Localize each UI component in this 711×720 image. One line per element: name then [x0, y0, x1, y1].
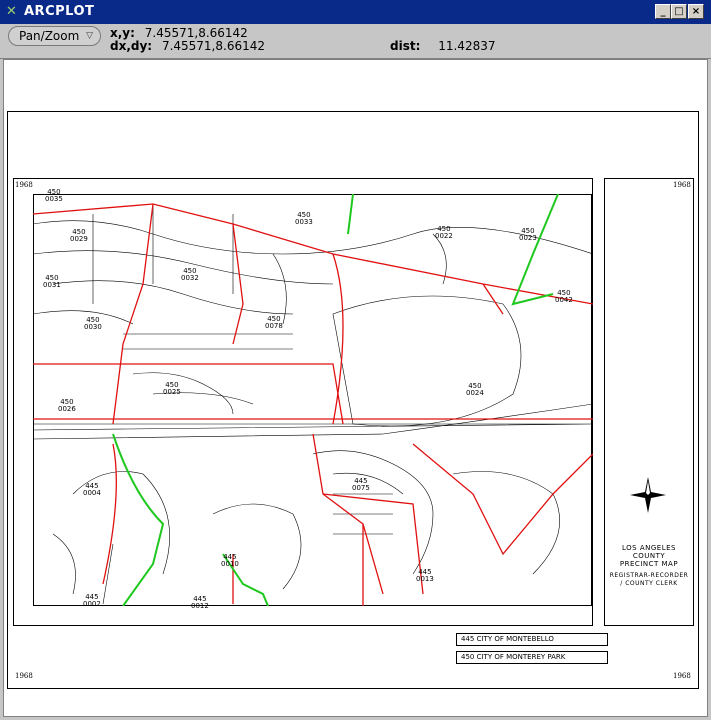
- year-label-bl: 1968: [15, 672, 33, 680]
- precinct-label: 450 0031: [43, 274, 61, 289]
- dist-label: dist:: [390, 39, 421, 53]
- clerk-name: REGISTRAR-RECORDER / COUNTY CLERK: [609, 572, 689, 587]
- legend-city-monterey-park: 450 CITY OF MONTEREY PARK: [456, 651, 608, 664]
- year-label-tr: 1968: [673, 181, 691, 189]
- year-label-tl: 1968: [15, 181, 33, 189]
- mode-option-menu[interactable]: [8, 26, 101, 46]
- year-label-br: 1968: [673, 672, 691, 680]
- precinct-label: 450 0022: [435, 225, 453, 240]
- minimize-button[interactable]: [655, 4, 671, 19]
- precinct-label: 450 0026: [58, 398, 76, 413]
- xy-label: x,y:: [110, 26, 135, 40]
- xy-value: 7.45571,8.66142: [144, 26, 248, 40]
- precinct-label: 445 0010: [221, 553, 239, 568]
- precinct-label: 445 0012: [191, 595, 209, 610]
- title-bar: [0, 0, 711, 24]
- xy-readout: [110, 26, 248, 40]
- precinct-label: 445 0002: [83, 593, 101, 608]
- dist-value: 11.42837: [438, 39, 496, 53]
- dxdy-readout: [110, 39, 265, 53]
- maximize-button[interactable]: [671, 4, 687, 19]
- precinct-label: 450 0024: [466, 382, 484, 397]
- precinct-label: 450 0023: [519, 227, 537, 242]
- legend-city-montebello: 445 CITY OF MONTEBELLO: [456, 633, 608, 646]
- precinct-label: 450 0042: [555, 289, 573, 304]
- precinct-label: 450 0033: [295, 211, 313, 226]
- north-arrow-icon: [630, 477, 666, 513]
- maximize-icon: □: [674, 6, 684, 17]
- chevron-down-icon: ▽: [86, 31, 93, 41]
- dxdy-value: 7.45571,8.66142: [161, 39, 265, 53]
- precinct-label: 450 0035: [45, 188, 63, 203]
- precinct-label: 445 0013: [416, 568, 434, 583]
- close-button[interactable]: [688, 4, 704, 19]
- map-title: PRECINCT MAP: [619, 560, 679, 568]
- minimize-icon: _: [660, 6, 666, 17]
- precinct-label: 450 0025: [163, 381, 181, 396]
- precinct-label: 450 0078: [265, 315, 283, 330]
- precinct-map: [33, 194, 593, 606]
- precinct-label: 450 0029: [70, 228, 88, 243]
- county-title: LOS ANGELES COUNTY: [622, 544, 676, 560]
- window-title: ARCPLOT: [24, 4, 95, 19]
- close-icon: ×: [691, 6, 701, 17]
- map-sheet: [7, 111, 699, 689]
- x-logo-icon: ✕: [6, 4, 17, 19]
- title-block-text: [608, 544, 690, 588]
- dist-readout: [390, 39, 495, 53]
- precinct-label: 450 0032: [181, 267, 199, 282]
- mode-label: Pan/Zoom: [19, 29, 80, 43]
- precinct-label: 450 0030: [84, 316, 102, 331]
- toolbar: [0, 24, 711, 59]
- precinct-label: 445 0075: [352, 477, 370, 492]
- precinct-label: 445 0004: [83, 482, 101, 497]
- dxdy-label: dx,dy:: [110, 39, 153, 53]
